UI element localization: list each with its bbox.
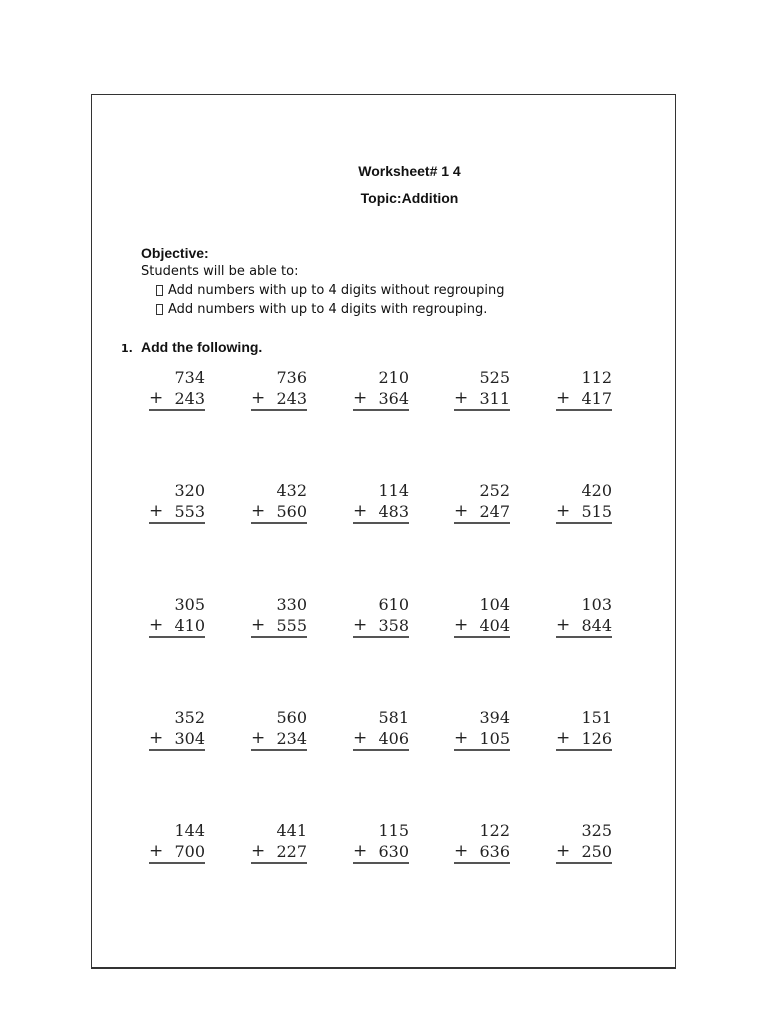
addition-problem <box>454 480 510 524</box>
plus-sign: + <box>454 841 469 861</box>
addend-bottom: 358 <box>378 616 409 635</box>
addition-problem <box>454 594 510 638</box>
objective-bullet-text: Add numbers with up to 4 digits with regrouping. <box>168 302 488 317</box>
worksheet-page <box>91 94 676 969</box>
addition-problem <box>149 594 205 638</box>
addend-top: 112 <box>581 368 612 387</box>
addend-bottom-row <box>556 388 612 411</box>
addend-bottom-row <box>149 388 205 411</box>
addition-problem <box>251 594 307 638</box>
addend-top: 122 <box>479 821 510 840</box>
addend-bottom-row <box>353 728 409 751</box>
addition-problem <box>556 707 612 751</box>
addend-bottom: 844 <box>581 616 612 635</box>
addend-bottom-row <box>454 388 510 411</box>
plus-sign: + <box>353 388 368 408</box>
plus-sign: + <box>149 388 164 408</box>
addend-top: 210 <box>378 368 409 387</box>
addend-top: 325 <box>581 821 612 840</box>
addition-problem <box>353 480 409 524</box>
addend-bottom: 243 <box>174 389 205 408</box>
plus-sign: + <box>353 841 368 861</box>
addition-problem <box>251 480 307 524</box>
plus-sign: + <box>251 615 266 635</box>
addend-bottom-row <box>353 615 409 638</box>
addend-bottom: 636 <box>479 842 510 861</box>
addend-bottom: 126 <box>581 729 612 748</box>
addend-top: 441 <box>276 821 307 840</box>
addition-problem <box>353 707 409 751</box>
addend-bottom: 417 <box>581 389 612 408</box>
addend-bottom-row <box>556 841 612 864</box>
addend-top: 610 <box>378 595 409 614</box>
addend-top: 252 <box>479 481 510 500</box>
addend-top: 330 <box>276 595 307 614</box>
addend-top: 144 <box>174 821 205 840</box>
addend-top: 736 <box>276 368 307 387</box>
worksheet-topic: Topic:Addition <box>360 190 459 206</box>
plus-sign: + <box>454 501 469 521</box>
addend-bottom: 234 <box>276 729 307 748</box>
plus-sign: + <box>149 501 164 521</box>
addend-bottom: 483 <box>378 502 409 521</box>
addend-bottom-row <box>251 388 307 411</box>
addend-bottom-row <box>454 728 510 751</box>
addition-problem <box>353 594 409 638</box>
addend-bottom-row <box>149 615 205 638</box>
objective-bullet <box>156 283 505 298</box>
addend-bottom-row <box>149 841 205 864</box>
addend-bottom: 630 <box>378 842 409 861</box>
addend-bottom-row <box>251 615 307 638</box>
addition-problem <box>353 367 409 411</box>
addition-problem <box>556 820 612 864</box>
addition-problem <box>556 480 612 524</box>
addend-bottom-row <box>556 501 612 524</box>
addend-top: 432 <box>276 481 307 500</box>
bullet-box-icon <box>156 304 163 315</box>
addition-problem <box>556 594 612 638</box>
plus-sign: + <box>454 615 469 635</box>
addition-problem <box>251 707 307 751</box>
addend-bottom-row <box>149 728 205 751</box>
worksheet-title: Worksheet# 1 4 <box>358 163 461 179</box>
plus-sign: + <box>353 615 368 635</box>
question-text: Add the following. <box>141 339 263 355</box>
plus-sign: + <box>556 728 571 748</box>
addend-bottom: 304 <box>174 729 205 748</box>
plus-sign: + <box>353 728 368 748</box>
addend-bottom-row <box>454 501 510 524</box>
addition-problem <box>251 367 307 411</box>
addend-bottom-row <box>251 501 307 524</box>
addend-bottom: 247 <box>479 502 510 521</box>
addend-bottom-row <box>251 841 307 864</box>
addend-bottom: 311 <box>479 389 510 408</box>
plus-sign: + <box>556 501 571 521</box>
addition-problem <box>149 820 205 864</box>
addend-bottom: 410 <box>174 616 205 635</box>
addend-top: 352 <box>174 708 205 727</box>
addend-bottom: 700 <box>174 842 205 861</box>
objective-intro: Students will be able to: <box>141 264 299 279</box>
objective-bullet-text: Add numbers with up to 4 digits without regrouping <box>168 283 505 298</box>
addend-bottom: 404 <box>479 616 510 635</box>
addend-bottom: 555 <box>276 616 307 635</box>
addition-problem <box>149 367 205 411</box>
addend-top: 103 <box>581 595 612 614</box>
addend-bottom: 243 <box>276 389 307 408</box>
plus-sign: + <box>251 841 266 861</box>
addend-top: 320 <box>174 481 205 500</box>
plus-sign: + <box>251 388 266 408</box>
objective-bullet <box>156 302 487 317</box>
addend-bottom-row <box>353 841 409 864</box>
addend-bottom-row <box>149 501 205 524</box>
addend-bottom: 553 <box>174 502 205 521</box>
addend-top: 114 <box>378 481 409 500</box>
plus-sign: + <box>149 728 164 748</box>
addend-top: 305 <box>174 595 205 614</box>
addend-bottom-row <box>353 388 409 411</box>
plus-sign: + <box>454 728 469 748</box>
addend-top: 734 <box>174 368 205 387</box>
addend-top: 104 <box>479 595 510 614</box>
addition-problem <box>149 707 205 751</box>
plus-sign: + <box>556 841 571 861</box>
addition-problem <box>149 480 205 524</box>
addend-bottom: 105 <box>479 729 510 748</box>
addend-bottom: 406 <box>378 729 409 748</box>
addition-problem <box>454 707 510 751</box>
addend-top: 115 <box>378 821 409 840</box>
addition-problem <box>454 820 510 864</box>
addend-bottom-row <box>454 615 510 638</box>
addend-bottom: 250 <box>581 842 612 861</box>
addend-top: 394 <box>479 708 510 727</box>
plus-sign: + <box>149 841 164 861</box>
addend-top: 151 <box>581 708 612 727</box>
addition-problem <box>353 820 409 864</box>
plus-sign: + <box>556 388 571 408</box>
plus-sign: + <box>251 501 266 521</box>
addition-problem <box>556 367 612 411</box>
addend-top: 420 <box>581 481 612 500</box>
addend-bottom: 364 <box>378 389 409 408</box>
addend-top: 581 <box>378 708 409 727</box>
addend-bottom: 515 <box>581 502 612 521</box>
addend-top: 560 <box>276 708 307 727</box>
plus-sign: + <box>556 615 571 635</box>
addition-problem <box>454 367 510 411</box>
addend-bottom-row <box>251 728 307 751</box>
plus-sign: + <box>149 615 164 635</box>
addition-problem <box>251 820 307 864</box>
addend-bottom-row <box>353 501 409 524</box>
plus-sign: + <box>353 501 368 521</box>
bullet-box-icon <box>156 285 163 296</box>
addend-bottom-row <box>556 615 612 638</box>
addend-bottom: 560 <box>276 502 307 521</box>
question-number: 1. <box>121 342 133 355</box>
addend-bottom-row <box>556 728 612 751</box>
plus-sign: + <box>251 728 266 748</box>
objective-heading: Objective: <box>141 245 209 261</box>
plus-sign: + <box>454 388 469 408</box>
addend-top: 525 <box>479 368 510 387</box>
addend-bottom-row <box>454 841 510 864</box>
addend-bottom: 227 <box>276 842 307 861</box>
